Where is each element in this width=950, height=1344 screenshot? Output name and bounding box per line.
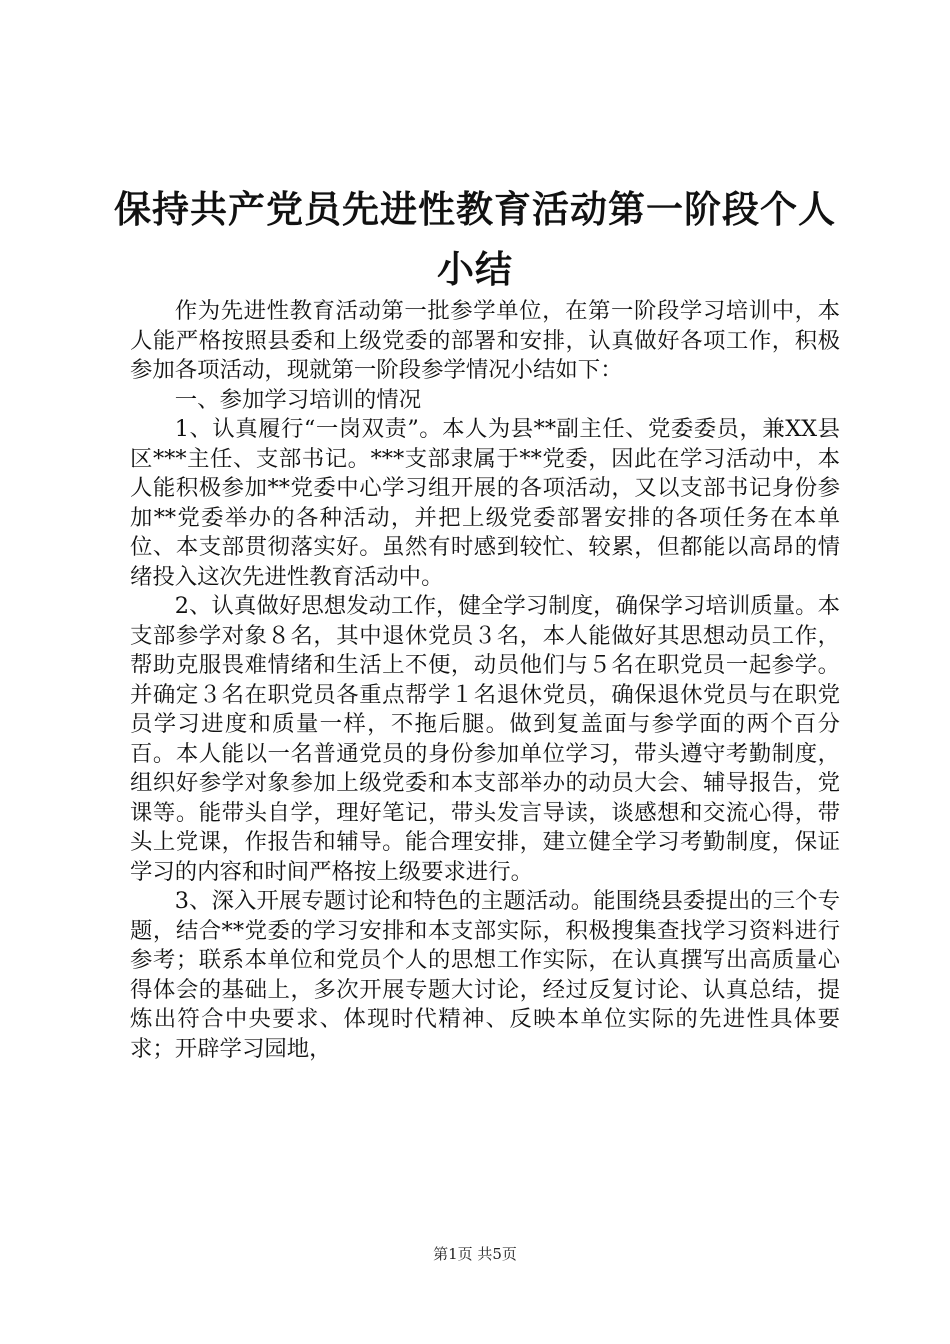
paragraph-intro: 作为先进性教育活动第一批参学单位，在第一阶段学习培训中，本人能严格按照县委和上级党委的部署和安排，认真做好各项工作，积极参加各项活动，现就第一阶段参学情况小结如下： [130, 298, 840, 383]
paragraph-item-1: 1、认真履行“一岗双责”。本人为县**副主任、党委委员，兼XX县区***主任、支部书记。***支部隶属于**党委，因此在学习活动中，本人能积极参加**党委中心学习组开展的各项活动，又以支部书记身份参加**党委举办的各种活动，并把上级党委部署安排的各项任务在本单位、本支部贯彻落实好。虽然有时感到较忙、较累，但都能以高昂的情绪投入这次先进性教育活动中。 [130, 416, 840, 590]
paragraph-item-3: 3、深入开展专题讨论和特色的主题活动。能围绕县委提出的三个专题，结合**党委的学习安排和本支部实际，积极搜集查找学习资料进行参考；联系本单位和党员个人的思想工作实际，在认真撰写出高质量心得体会的基础上，多次开展专题大讨论，经过反复讨论、认真总结，提炼出符合中央要求、体现时代精神、反映本单位实际的先进性具体要求；开辟学习园地， [130, 888, 840, 1062]
paragraph-item-2: 2、认真做好思想发动工作，健全学习制度，确保学习培训质量。本支部参学对象８名，其中退休党员３名，本人能做好其思想动员工作，帮助克服畏难情绪和生活上不便，动员他们与５名在职党员一起参学。并确定３名在职党员各重点帮学１名退休党员，确保退休党员与在职党员学习进度和质量一样，不拖后腿。做到复盖面与参学面的两个百分百。本人能以一名普通党员的身份参加单位学习，带头遵守考勤制度，组织好参学对象参加上级党委和本支部举办的动员大会、辅导报告，党课等。能带头自学，理好笔记，带头发言导读，谈感想和交流心得，带头上党课，作报告和辅导。能合理安排，建立健全学习考勤制度，保证学习的内容和时间严格按上级要求进行。 [130, 593, 840, 885]
document-title: 保持共产党员先进性教育活动第一阶段个人小结 [114, 188, 836, 291]
document-body [130, 297, 840, 1064]
page-footer: 第1页 共5页 [433, 1245, 517, 1263]
section-heading: 一、参加学习培训的情况 [174, 386, 422, 413]
